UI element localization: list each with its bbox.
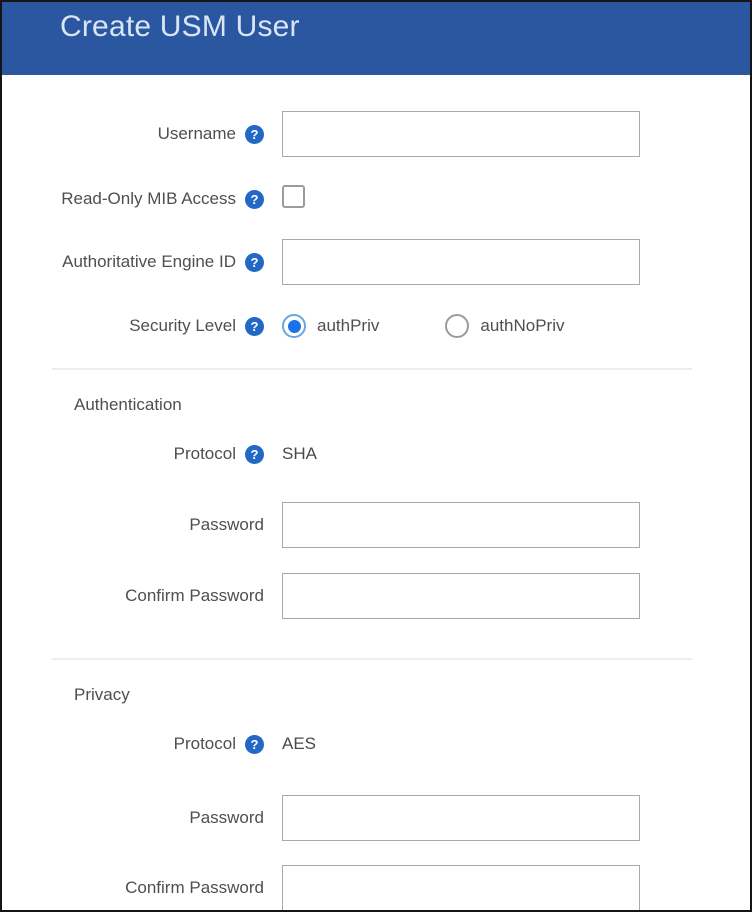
auth-password-row <box>2 502 750 548</box>
read-only-mib-checkbox[interactable] <box>282 185 305 208</box>
radio-authpriv-icon[interactable] <box>282 314 306 338</box>
auth-confirm-password-row <box>2 573 750 619</box>
security-level-radio-group <box>282 314 564 338</box>
auth-protocol-value-cell <box>282 444 317 464</box>
engine-id-input[interactable] <box>282 239 640 285</box>
auth-password-input[interactable] <box>282 502 640 548</box>
privacy-confirm-password-input[interactable] <box>282 865 640 911</box>
username-control <box>282 111 640 157</box>
privacy-section-heading: Privacy <box>74 685 130 704</box>
auth-protocol-row <box>2 444 750 464</box>
auth-confirm-label-cell <box>2 586 264 606</box>
privacy-protocol-value: AES <box>282 734 317 753</box>
auth-protocol-value: SHA <box>282 444 317 463</box>
auth-password-label-cell <box>2 515 264 535</box>
username-label-cell <box>2 124 264 144</box>
engine-id-label-cell <box>2 252 264 272</box>
read-only-mib-row <box>2 185 750 213</box>
auth-protocol-label: Protocol <box>173 444 236 463</box>
privacy-confirm-password-label: Confirm Password <box>125 878 264 897</box>
security-level-label-cell <box>2 316 264 336</box>
privacy-protocol-label: Protocol <box>173 734 236 753</box>
auth-confirm-password-control <box>282 573 640 619</box>
security-level-label: Security Level <box>129 316 236 335</box>
privacy-password-label: Password <box>189 808 264 827</box>
privacy-confirm-label-cell <box>2 878 264 898</box>
page-title: Create USM User <box>60 10 300 43</box>
privacy-protocol-label-cell <box>2 734 264 754</box>
engine-id-control <box>282 239 640 285</box>
radio-option-authpriv[interactable] <box>282 314 379 338</box>
auth-confirm-password-label: Confirm Password <box>125 586 264 605</box>
section-divider <box>52 658 692 660</box>
privacy-protocol-value-cell <box>282 734 316 754</box>
username-input[interactable] <box>282 111 640 157</box>
auth-protocol-label-cell <box>2 444 264 464</box>
auth-confirm-password-input[interactable] <box>282 573 640 619</box>
read-only-mib-help-icon[interactable]: ? <box>245 190 264 209</box>
dialog-header <box>2 2 750 75</box>
security-level-row <box>2 311 750 341</box>
username-label: Username <box>157 124 236 143</box>
username-help-icon[interactable]: ? <box>245 125 264 144</box>
privacy-password-input[interactable] <box>282 795 640 841</box>
privacy-protocol-row <box>2 734 750 754</box>
privacy-confirm-password-control <box>282 865 640 911</box>
engine-id-help-icon[interactable]: ? <box>245 253 264 272</box>
privacy-password-row <box>2 795 750 841</box>
auth-password-control <box>282 502 640 548</box>
privacy-confirm-password-row <box>2 865 750 911</box>
auth-protocol-help-icon[interactable]: ? <box>245 445 264 464</box>
section-divider <box>52 368 692 370</box>
privacy-protocol-help-icon[interactable]: ? <box>245 735 264 754</box>
radio-selected-dot <box>288 320 301 333</box>
privacy-password-label-cell <box>2 808 264 828</box>
radio-authpriv-label: authPriv <box>317 316 380 335</box>
privacy-password-control <box>282 795 640 841</box>
username-row <box>2 111 750 157</box>
authentication-section-heading: Authentication <box>74 395 182 414</box>
read-only-mib-control <box>282 185 305 213</box>
read-only-mib-label-cell <box>2 189 264 209</box>
usm-user-form <box>2 111 750 911</box>
radio-authnopriv-icon[interactable] <box>445 314 469 338</box>
radio-option-authnopriv[interactable] <box>445 314 564 338</box>
auth-password-label: Password <box>189 515 264 534</box>
security-level-help-icon[interactable]: ? <box>245 317 264 336</box>
read-only-mib-label: Read-Only MIB Access <box>61 189 236 208</box>
engine-id-row <box>2 239 750 285</box>
engine-id-label: Authoritative Engine ID <box>62 252 236 271</box>
radio-authnopriv-label: authNoPriv <box>480 316 565 335</box>
